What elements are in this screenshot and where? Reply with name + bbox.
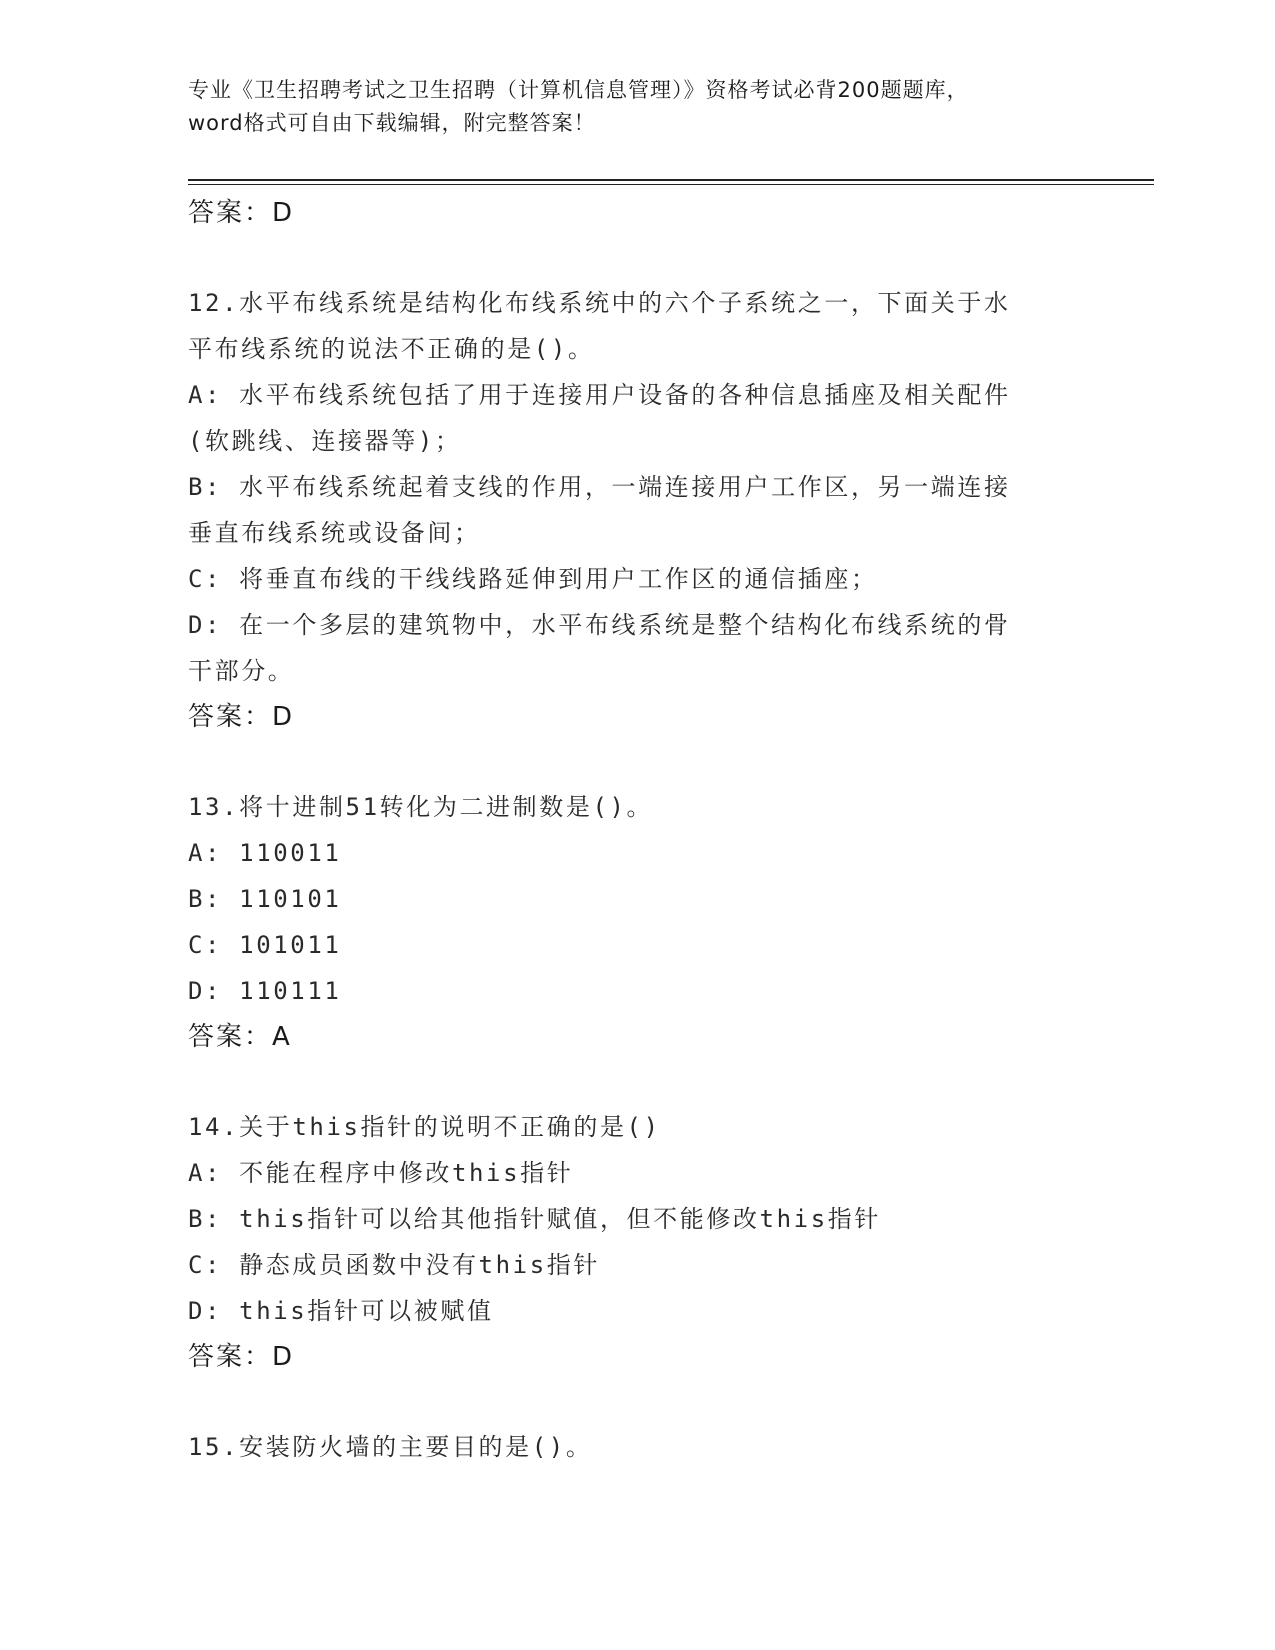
- question-12-option-a-line-2: (软跳线、连接器等)；: [188, 427, 462, 455]
- question-14-option-d: D: this指针可以被赋值: [188, 1297, 494, 1325]
- question-12-option-b-line-2: 垂直布线系统或设备间；: [188, 519, 481, 547]
- spacer: [188, 1060, 1088, 1104]
- question-12-option-c: C: 将垂直布线的干线线路延伸到用户工作区的通信插座；: [188, 565, 878, 593]
- question-12-stem-line-1: 12.水平布线系统是结构化布线系统中的六个子系统之一，下面关于水: [188, 289, 1011, 317]
- document-header: [188, 74, 1088, 140]
- header-line-1: 专业《卫生招聘考试之卫生招聘（计算机信息管理）》资格考试必背200题题库，: [188, 78, 969, 102]
- question-13-answer: 答案：A: [188, 1022, 292, 1052]
- spacer: [188, 740, 1088, 784]
- question-12-option-a-line-1: A: 水平布线系统包括了用于连接用户设备的各种信息插座及相关配件: [188, 381, 1011, 409]
- question-12: [188, 280, 1088, 740]
- question-14-answer: 答案：D: [188, 1342, 295, 1372]
- question-15: [188, 1424, 1088, 1470]
- header-divider-thin: [188, 184, 1154, 185]
- question-13: [188, 784, 1088, 1060]
- question-14-stem: 14.关于this指针的说明不正确的是(): [188, 1113, 661, 1141]
- question-14-option-b: B: this指针可以给其他指针赋值，但不能修改this指针: [188, 1205, 881, 1233]
- spacer: [188, 1380, 1088, 1424]
- question-12-stem-line-2: 平布线系统的说法不正确的是()。: [188, 335, 595, 363]
- question-14: [188, 1104, 1088, 1380]
- spacer: [188, 236, 1088, 280]
- header-divider-thick: [188, 179, 1154, 181]
- question-13-stem: 13.将十进制51转化为二进制数是()。: [188, 793, 654, 821]
- question-13-option-b: B: 110101: [188, 885, 342, 913]
- question-15-stem: 15.安装防火墙的主要目的是()。: [188, 1433, 593, 1461]
- document-body: [188, 190, 1088, 1470]
- question-12-option-d-line-1: D: 在一个多层的建筑物中，水平布线系统是整个结构化布线系统的骨: [188, 611, 1011, 639]
- previous-answer: 答案：D: [188, 198, 295, 228]
- question-14-option-a: A: 不能在程序中修改this指针: [188, 1159, 574, 1187]
- question-14-option-c: C: 静态成员函数中没有this指针: [188, 1251, 600, 1279]
- question-12-option-d-line-2: 干部分。: [188, 657, 295, 685]
- question-12-option-b-line-1: B: 水平布线系统起着支线的作用，一端连接用户工作区，另一端连接: [188, 473, 1011, 501]
- header-line-2: word格式可自由下载编辑，附完整答案！: [188, 111, 596, 135]
- question-13-option-a: A: 110011: [188, 839, 342, 867]
- question-13-option-c: C: 101011: [188, 931, 342, 959]
- question-12-answer: 答案：D: [188, 702, 295, 732]
- question-13-option-d: D: 110111: [188, 977, 342, 1005]
